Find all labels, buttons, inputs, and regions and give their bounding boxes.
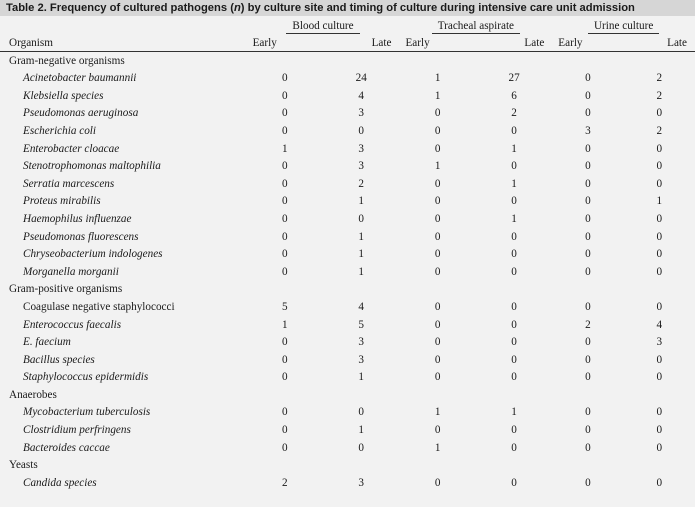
organism-name: Bacillus species xyxy=(23,353,95,366)
blood-early-header: Early xyxy=(247,34,323,52)
count-cell: 0 xyxy=(511,441,517,454)
section-label: Gram-positive organisms xyxy=(9,283,123,296)
count-cell: 2 xyxy=(282,476,288,489)
count-cell: 3 xyxy=(585,125,591,138)
count-cell: 0 xyxy=(511,125,517,138)
group-urine: Urine culture xyxy=(552,16,695,34)
table-row xyxy=(0,210,695,228)
table-row xyxy=(0,193,695,211)
table-row xyxy=(0,316,695,334)
urine-early-header: Early xyxy=(552,34,623,52)
tracheal-late-header: Late xyxy=(476,34,552,52)
organism-name: Haemophilus influenzae xyxy=(23,213,132,226)
count-cell: 1 xyxy=(511,142,517,155)
table-row xyxy=(0,228,695,246)
section-row xyxy=(0,281,695,299)
count-cell: 0 xyxy=(511,318,517,331)
count-cell: 0 xyxy=(434,476,441,489)
count-cell: 1 xyxy=(434,406,441,419)
count-cell: 1 xyxy=(358,248,365,261)
table-body xyxy=(0,52,695,492)
pathogen-table xyxy=(0,16,695,491)
count-cell: 1 xyxy=(434,441,441,454)
count-cell: 1 xyxy=(656,195,663,208)
count-cell: 0 xyxy=(511,476,517,489)
column-header-row xyxy=(0,34,695,52)
count-cell: 0 xyxy=(585,265,591,278)
count-cell: 0 xyxy=(282,72,288,85)
count-cell: 0 xyxy=(282,248,288,261)
group-blood: Blood culture xyxy=(247,16,400,34)
count-cell: 0 xyxy=(434,336,441,349)
count-cell: 0 xyxy=(282,406,288,419)
count-cell: 1 xyxy=(434,160,441,173)
section-label: Yeasts xyxy=(9,459,38,472)
section-label: Gram-negative organisms xyxy=(9,54,125,67)
count-cell: 0 xyxy=(656,265,663,278)
count-cell: 0 xyxy=(656,300,663,313)
tracheal-early-header: Early xyxy=(399,34,475,52)
count-cell: 1 xyxy=(511,177,517,190)
section-row xyxy=(0,386,695,404)
title-prefix: Table 2. Frequency of cultured pathogens ( xyxy=(6,2,234,14)
section-row xyxy=(0,52,695,70)
count-cell: 0 xyxy=(656,406,663,419)
count-cell: 0 xyxy=(656,353,663,366)
table-row xyxy=(0,157,695,175)
count-cell: 0 xyxy=(656,476,663,489)
count-cell: 0 xyxy=(434,107,441,120)
table-row xyxy=(0,439,695,457)
count-cell: 0 xyxy=(434,300,441,313)
table-row xyxy=(0,87,695,105)
count-cell: 1 xyxy=(358,423,365,436)
count-cell: 0 xyxy=(282,441,288,454)
organism-name: Morganella morganii xyxy=(23,265,119,278)
count-cell: 0 xyxy=(656,230,663,243)
count-cell: 0 xyxy=(656,142,663,155)
count-cell: 24 xyxy=(355,72,367,85)
count-cell: 1 xyxy=(511,406,517,419)
count-cell: 0 xyxy=(511,160,517,173)
organism-name: Bacteroides caccae xyxy=(23,441,110,454)
count-cell: 0 xyxy=(282,423,288,436)
count-cell: 0 xyxy=(282,160,288,173)
count-cell: 0 xyxy=(656,107,663,120)
blood-late-header: Late xyxy=(323,34,399,52)
organism-name: Clostridium perfringens xyxy=(23,423,131,436)
count-cell: 0 xyxy=(282,213,288,226)
count-cell: 1 xyxy=(358,371,365,384)
organism-name: Escherichia coli xyxy=(23,125,97,138)
organism-name: Pseudomonas fluorescens xyxy=(23,230,139,243)
count-cell: 4 xyxy=(358,300,365,313)
count-cell: 6 xyxy=(511,89,517,102)
table-row xyxy=(0,404,695,422)
group-header-row xyxy=(0,16,695,34)
organism-name: Candida species xyxy=(23,476,97,489)
count-cell: 1 xyxy=(434,72,441,85)
count-cell: 1 xyxy=(358,265,365,278)
table-row xyxy=(0,245,695,263)
count-cell: 3 xyxy=(358,160,365,173)
count-cell: 0 xyxy=(511,371,517,384)
count-cell: 2 xyxy=(585,318,591,331)
count-cell: 0 xyxy=(282,125,288,138)
count-cell: 0 xyxy=(656,160,663,173)
organism-name: Enterobacter cloacae xyxy=(23,142,120,155)
table-row xyxy=(0,175,695,193)
count-cell: 1 xyxy=(282,318,288,331)
table-row xyxy=(0,351,695,369)
count-cell: 0 xyxy=(434,248,441,261)
count-cell: 0 xyxy=(511,230,517,243)
count-cell: 0 xyxy=(656,177,663,190)
count-cell: 0 xyxy=(434,125,441,138)
count-cell: 0 xyxy=(585,336,591,349)
count-cell: 0 xyxy=(434,177,441,190)
count-cell: 2 xyxy=(358,177,365,190)
count-cell: 0 xyxy=(585,195,591,208)
count-cell: 4 xyxy=(656,318,663,331)
count-cell: 0 xyxy=(511,336,517,349)
count-cell: 0 xyxy=(511,353,517,366)
count-cell: 3 xyxy=(358,476,365,489)
count-cell: 0 xyxy=(656,441,663,454)
count-cell: 0 xyxy=(282,89,288,102)
count-cell: 0 xyxy=(656,213,663,226)
count-cell: 0 xyxy=(585,371,591,384)
count-cell: 1 xyxy=(358,195,365,208)
count-cell: 4 xyxy=(358,89,365,102)
count-cell: 0 xyxy=(282,371,288,384)
count-cell: 2 xyxy=(656,125,663,138)
count-cell: 5 xyxy=(282,300,288,313)
group-tracheal: Tracheal aspirate xyxy=(399,16,552,34)
count-cell: 0 xyxy=(282,336,288,349)
organism-name: Stenotrophomonas maltophilia xyxy=(23,160,161,173)
count-cell: 0 xyxy=(434,265,441,278)
organism-name: Serratia marcescens xyxy=(23,177,115,190)
organism-name: Chryseobacterium indologenes xyxy=(23,248,163,261)
count-cell: 0 xyxy=(434,213,441,226)
count-cell: 0 xyxy=(585,89,591,102)
organism-name: Proteus mirabilis xyxy=(23,195,101,208)
count-cell: 2 xyxy=(656,89,663,102)
table-row xyxy=(0,70,695,88)
table-title xyxy=(0,0,695,16)
count-cell: 0 xyxy=(282,230,288,243)
count-cell: 0 xyxy=(434,230,441,243)
table-body-area xyxy=(0,16,695,507)
count-cell: 2 xyxy=(656,72,663,85)
count-cell: 1 xyxy=(511,213,517,226)
urine-late-header: Late xyxy=(624,34,695,52)
organism-name: E. faecium xyxy=(23,336,71,349)
count-cell: 0 xyxy=(585,353,591,366)
count-cell: 3 xyxy=(358,142,365,155)
count-cell: 0 xyxy=(511,248,517,261)
count-cell: 0 xyxy=(282,107,288,120)
count-cell: 0 xyxy=(585,177,591,190)
count-cell: 0 xyxy=(282,195,288,208)
count-cell: 3 xyxy=(358,336,365,349)
count-cell: 0 xyxy=(358,213,365,226)
table-row xyxy=(0,140,695,158)
section-row xyxy=(0,456,695,474)
title-n: n xyxy=(233,2,241,14)
count-cell: 0 xyxy=(656,423,663,436)
count-cell: 1 xyxy=(282,142,288,155)
section-label: Anaerobes xyxy=(9,388,57,401)
count-cell: 0 xyxy=(358,406,365,419)
count-cell: 0 xyxy=(434,318,441,331)
count-cell: 0 xyxy=(585,248,591,261)
table-row xyxy=(0,122,695,140)
count-cell: 27 xyxy=(508,72,520,85)
count-cell: 1 xyxy=(434,89,441,102)
count-cell: 0 xyxy=(585,107,591,120)
count-cell: 0 xyxy=(434,353,441,366)
table-row xyxy=(0,369,695,387)
table-row xyxy=(0,421,695,439)
count-cell: 0 xyxy=(585,213,591,226)
table-row xyxy=(0,474,695,492)
count-cell: 3 xyxy=(358,353,365,366)
organism-header: Organism xyxy=(0,34,247,52)
title-suffix: ) by culture site and timing of culture during intensive care unit admission xyxy=(240,2,635,14)
count-cell: 2 xyxy=(511,107,517,120)
count-cell: 0 xyxy=(511,423,517,436)
organism-name: Enterococcus faecalis xyxy=(23,318,122,331)
count-cell: 0 xyxy=(511,265,517,278)
count-cell: 0 xyxy=(585,300,591,313)
table-row xyxy=(0,105,695,123)
count-cell: 0 xyxy=(585,423,591,436)
count-cell: 3 xyxy=(358,107,365,120)
count-cell: 0 xyxy=(585,160,591,173)
count-cell: 0 xyxy=(585,230,591,243)
table-row xyxy=(0,263,695,281)
organism-name: Acinetobacter baumannii xyxy=(23,72,137,85)
count-cell: 0 xyxy=(434,142,441,155)
count-cell: 0 xyxy=(585,142,591,155)
count-cell: 3 xyxy=(656,336,663,349)
count-cell: 0 xyxy=(511,195,517,208)
count-cell: 0 xyxy=(585,72,591,85)
count-cell: 0 xyxy=(656,248,663,261)
count-cell: 0 xyxy=(656,371,663,384)
count-cell: 0 xyxy=(282,265,288,278)
organism-name: Staphylococcus epidermidis xyxy=(23,371,149,384)
organism-name: Pseudomonas aeruginosa xyxy=(23,107,139,120)
table-row xyxy=(0,298,695,316)
count-cell: 0 xyxy=(585,406,591,419)
count-cell: 0 xyxy=(585,441,591,454)
organism-name: Klebsiella species xyxy=(23,89,104,102)
count-cell: 0 xyxy=(585,476,591,489)
count-cell: 0 xyxy=(358,125,365,138)
count-cell: 1 xyxy=(358,230,365,243)
organism-name: Mycobacterium tuberculosis xyxy=(23,406,151,419)
count-cell: 0 xyxy=(434,195,441,208)
organism-name: Coagulase negative staphylococci xyxy=(23,300,175,313)
count-cell: 0 xyxy=(282,353,288,366)
count-cell: 5 xyxy=(358,318,365,331)
table-row xyxy=(0,333,695,351)
count-cell: 0 xyxy=(434,371,441,384)
count-cell: 0 xyxy=(511,300,517,313)
count-cell: 0 xyxy=(358,441,365,454)
count-cell: 0 xyxy=(434,423,441,436)
count-cell: 0 xyxy=(282,177,288,190)
